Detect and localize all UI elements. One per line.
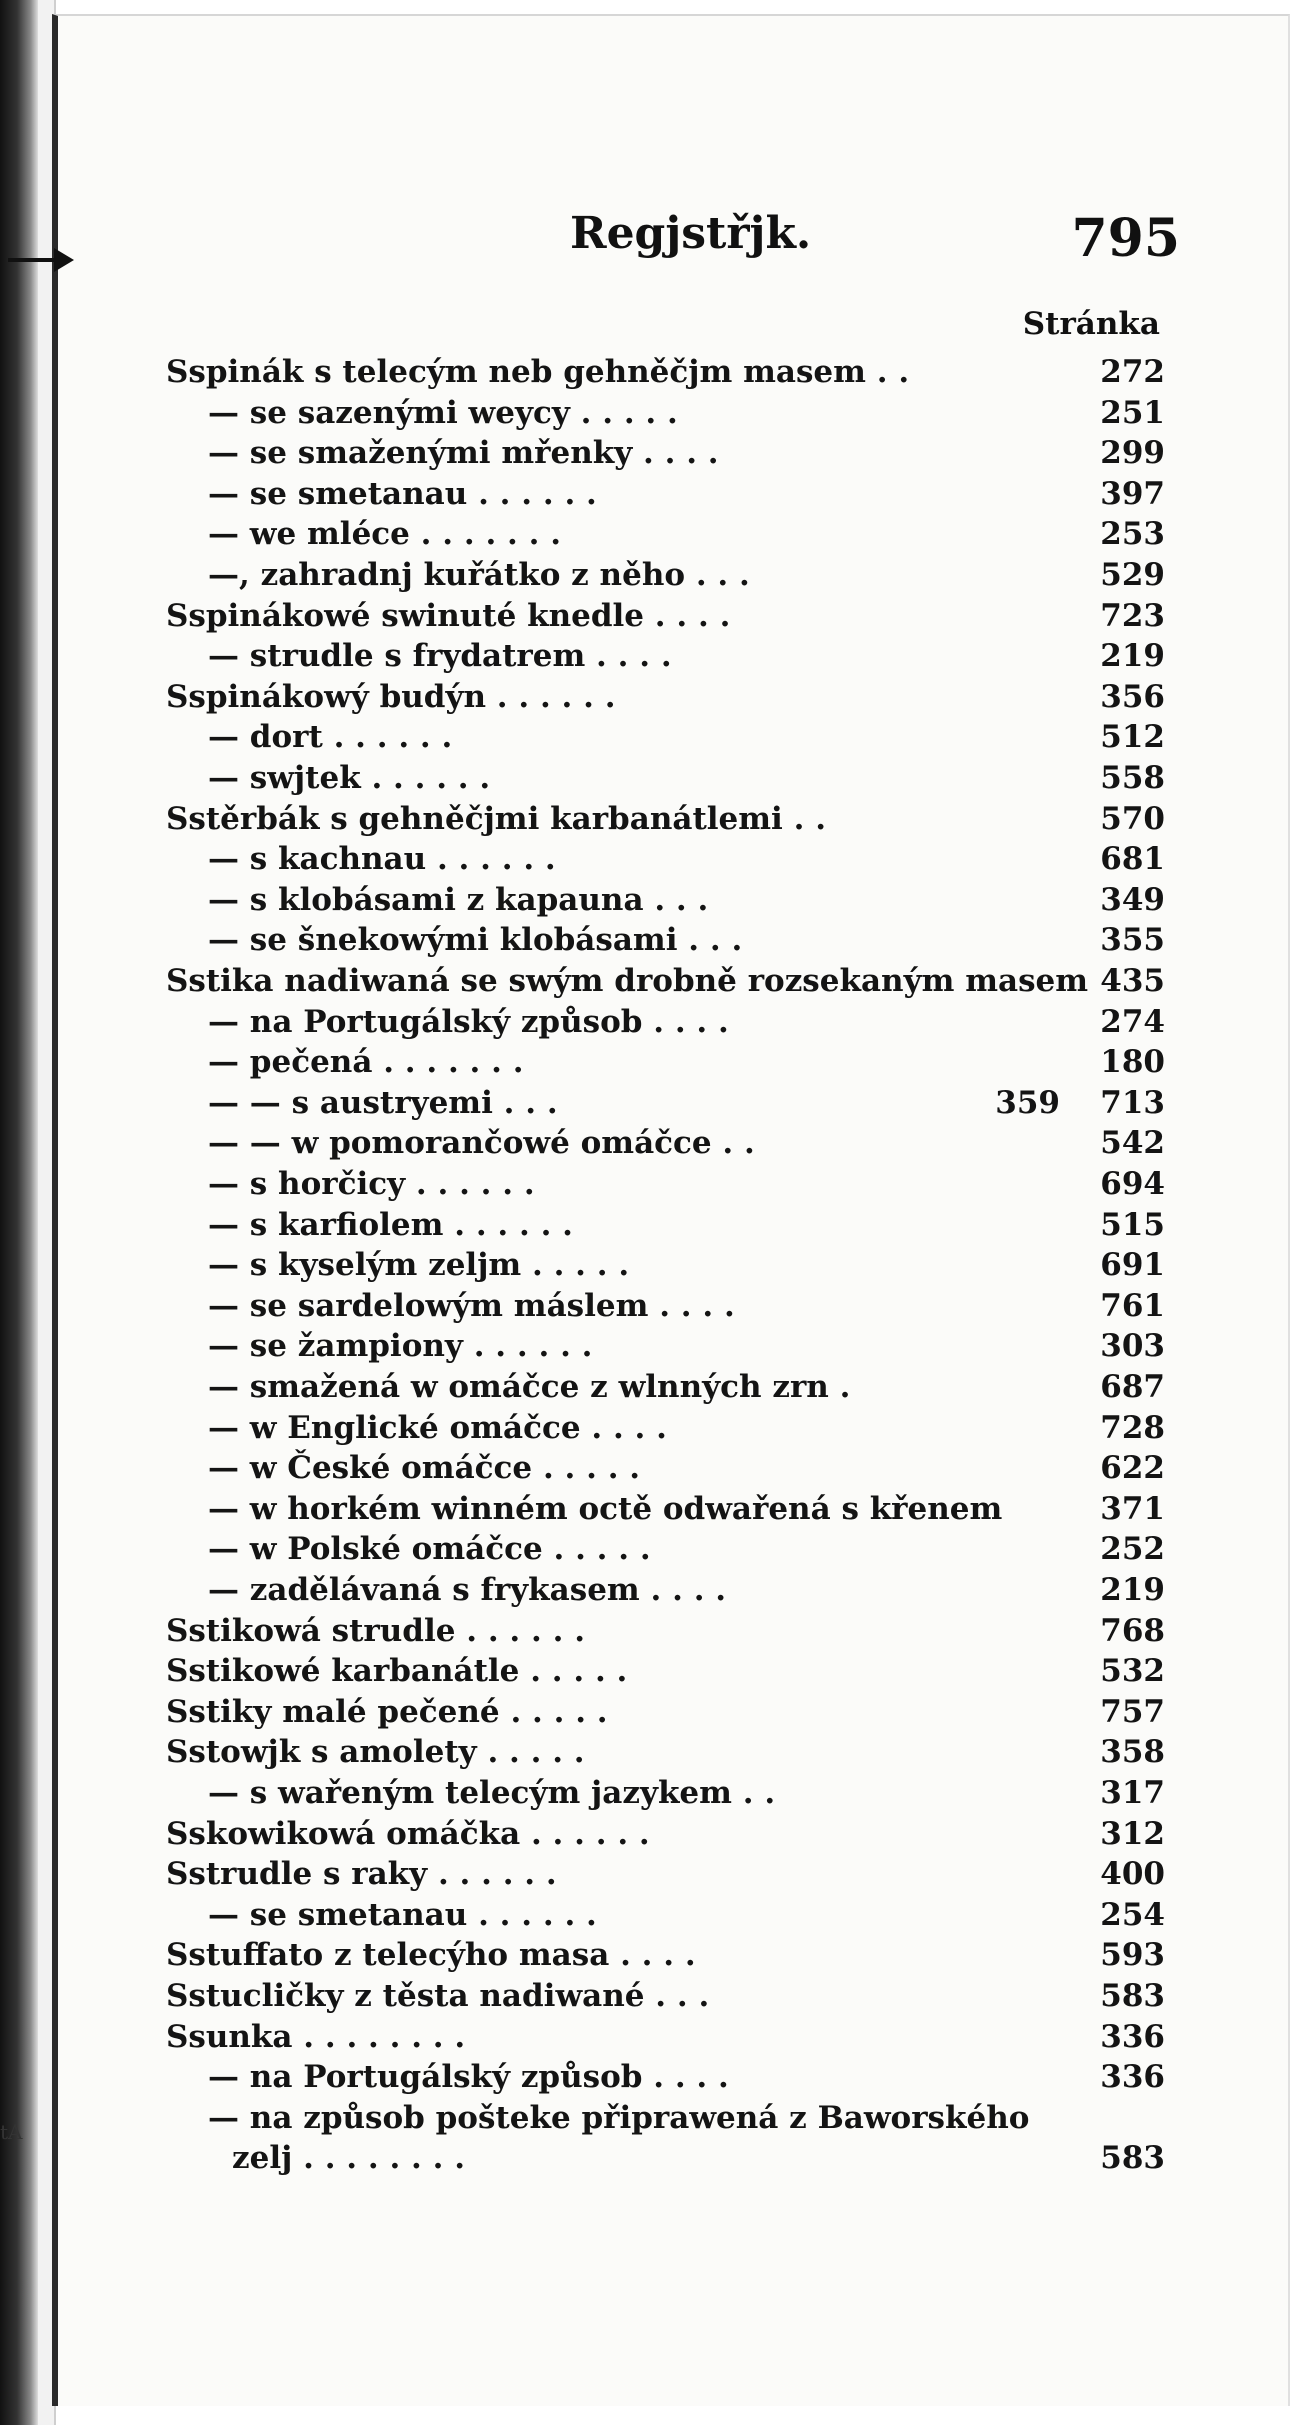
entry-page-number: 356 xyxy=(1100,679,1165,715)
index-entry xyxy=(0,636,1306,676)
index-entry xyxy=(0,1083,1306,1123)
entry-page-number: 400 xyxy=(1100,1856,1165,1892)
entry-label: — dort . . . . . . xyxy=(208,719,453,755)
index-entry xyxy=(0,961,1306,1001)
entry-label: Sstuffato z telecýho masa . . . . xyxy=(166,1937,696,1973)
entry-label: — strudle s frydatrem . . . . xyxy=(208,638,672,674)
entry-page-number: 593 xyxy=(1100,1937,1165,1973)
entry-label: Sspinákowý budýn . . . . . . xyxy=(166,679,616,715)
index-entry xyxy=(0,880,1306,920)
entry-label: — pečená . . . . . . . xyxy=(208,1044,524,1080)
index-entry xyxy=(0,1123,1306,1163)
entry-label: — w Englické omáčce . . . . xyxy=(208,1410,667,1446)
entry-label: Sstiky malé pečené . . . . . xyxy=(166,1694,608,1730)
index-entry xyxy=(0,514,1306,554)
entry-label: — — s austryemi . . . xyxy=(208,1085,558,1121)
entry-label: — s kachnau . . . . . . xyxy=(208,841,556,877)
index-entry xyxy=(0,920,1306,960)
entry-page-number: 254 xyxy=(1100,1897,1165,1933)
index-entry xyxy=(0,2057,1306,2097)
entry-page-number: 349 xyxy=(1100,882,1165,918)
page-title: Regjstřjk. xyxy=(570,208,812,259)
entry-page-number: 570 xyxy=(1100,801,1165,837)
entry-label: — zadělávaná s frykasem . . . . xyxy=(208,1572,727,1608)
entry-label: — smažená w omáčce z wlnných zrn . xyxy=(208,1369,851,1405)
entry-page-number: 515 xyxy=(1100,1207,1165,1243)
index-entry xyxy=(0,1448,1306,1488)
index-entry xyxy=(0,799,1306,839)
entry-label: — se smetanau . . . . . . xyxy=(208,476,597,512)
entry-label: — s karfiolem . . . . . . xyxy=(208,1207,573,1243)
entry-page-number: 435 xyxy=(1100,963,1165,999)
entry-page-number: 768 xyxy=(1100,1613,1165,1649)
entry-page-number: 713 xyxy=(1100,1085,1165,1121)
index-entry xyxy=(0,1651,1306,1691)
entry-label: — se smetanau . . . . . . xyxy=(208,1897,597,1933)
index-entry xyxy=(0,352,1306,392)
entry-label: — w horkém winném octě odwařená s křenem xyxy=(208,1491,1003,1527)
index-entry xyxy=(0,1489,1306,1529)
entry-page-number: 757 xyxy=(1100,1694,1165,1730)
entry-label: — w Polské omáčce . . . . . xyxy=(208,1531,651,1567)
index-entry xyxy=(0,1529,1306,1569)
entry-label: Sskowikowá omáčka . . . . . . xyxy=(166,1816,650,1852)
index-entry xyxy=(0,1286,1306,1326)
index-entry xyxy=(0,1976,1306,2016)
index-entry xyxy=(0,1367,1306,1407)
index-entry xyxy=(0,1245,1306,1285)
entry-page-number: 694 xyxy=(1100,1166,1165,1202)
index-entry xyxy=(0,677,1306,717)
column-heading-page: Stránka xyxy=(1022,306,1160,342)
index-entry xyxy=(0,555,1306,595)
page-number: 795 xyxy=(1071,208,1180,269)
entry-label: Ssunka . . . . . . . . xyxy=(166,2019,466,2055)
index-entry xyxy=(0,1814,1306,1854)
entry-page-number: 371 xyxy=(1100,1491,1165,1527)
entry-label: Sstucličky z těsta nadiwané . . . xyxy=(166,1978,710,2014)
entry-label: Sstěrbák s gehněčjmi karbanátlemi . . xyxy=(166,801,827,837)
entry-label: Sstowjk s amolety . . . . . xyxy=(166,1734,585,1770)
entry-page-number: 299 xyxy=(1100,435,1165,471)
entry-page-number: 529 xyxy=(1100,557,1165,593)
entry-page-number: 687 xyxy=(1100,1369,1165,1405)
entry-page-number: 358 xyxy=(1100,1734,1165,1770)
index-entry xyxy=(0,839,1306,879)
index-entry xyxy=(0,1935,1306,1975)
index-entry xyxy=(0,596,1306,636)
index-entry xyxy=(0,2098,1306,2138)
entry-page-number: 355 xyxy=(1100,922,1165,958)
entry-label: — s wařeným telecým jazykem . . xyxy=(208,1775,776,1811)
index-entry xyxy=(0,474,1306,514)
entry-page-number: 312 xyxy=(1100,1816,1165,1852)
entry-page-number: 274 xyxy=(1100,1004,1165,1040)
entry-label: — swjtek . . . . . . xyxy=(208,760,491,796)
entry-label: — se sardelowým máslem . . . . xyxy=(208,1288,735,1324)
entry-page-number: 219 xyxy=(1100,638,1165,674)
index-entry xyxy=(0,1326,1306,1366)
entry-label: — se smaženými mřenky . . . . xyxy=(208,435,719,471)
entry-page-number: 180 xyxy=(1100,1044,1165,1080)
entry-label: Sstikowá strudle . . . . . . xyxy=(166,1613,585,1649)
entry-page-number: 681 xyxy=(1100,841,1165,877)
entry-label: —, zahradnj kuřátko z něho . . . xyxy=(208,557,750,593)
index-entry xyxy=(0,2017,1306,2057)
entry-label: Sstika nadiwaná se swým drobně rozsekaným masem xyxy=(166,963,1089,999)
entry-label: — se šnekowými klobásami . . . xyxy=(208,922,743,958)
entry-page-number: 558 xyxy=(1100,760,1165,796)
entry-page-number: 253 xyxy=(1100,516,1165,552)
entry-label: Sspinák s telecým neb gehněčjm masem . . xyxy=(166,354,910,390)
entry-page-number: 583 xyxy=(1100,2140,1165,2176)
entry-label: — se žampiony . . . . . . xyxy=(208,1328,593,1364)
margin-marks: tA xyxy=(0,2120,23,2144)
index-entry xyxy=(0,1570,1306,1610)
index-entry xyxy=(0,393,1306,433)
entry-label: — w České omáčce . . . . . xyxy=(208,1450,641,1486)
index-entry xyxy=(0,1205,1306,1245)
entry-page-number: 542 xyxy=(1100,1125,1165,1161)
entry-page-number: 728 xyxy=(1100,1410,1165,1446)
entry-page-number: 359 xyxy=(995,1085,1060,1121)
index-entry xyxy=(0,1854,1306,1894)
entry-page-number: 397 xyxy=(1100,476,1165,512)
entry-label: zelj . . . . . . . . xyxy=(232,2140,465,2176)
entry-label: — na Portugálský způsob . . . . xyxy=(208,1004,729,1040)
index-entry xyxy=(0,1773,1306,1813)
entry-label: — s horčicy . . . . . . xyxy=(208,1166,535,1202)
entry-page-number: 272 xyxy=(1100,354,1165,390)
entry-page-number: 251 xyxy=(1100,395,1165,431)
entry-label: — s kyselým zeljm . . . . . xyxy=(208,1247,630,1283)
entry-label: Sstrudle s raky . . . . . . xyxy=(166,1856,557,1892)
entry-page-number: 761 xyxy=(1100,1288,1165,1324)
entry-page-number: 219 xyxy=(1100,1572,1165,1608)
index-entry xyxy=(0,1164,1306,1204)
index-entry xyxy=(0,1611,1306,1651)
entry-page-number: 532 xyxy=(1100,1653,1165,1689)
index-entry xyxy=(0,1895,1306,1935)
entry-page-number: 723 xyxy=(1100,598,1165,634)
entry-label: — — w pomorančowé omáčce . . xyxy=(208,1125,755,1161)
entry-page-number: 303 xyxy=(1100,1328,1165,1364)
index-entry xyxy=(0,717,1306,757)
entry-label: — we mléce . . . . . . . xyxy=(208,516,561,552)
entry-label: Sspinákowé swinuté knedle . . . . xyxy=(166,598,731,634)
entry-page-number: 336 xyxy=(1100,2059,1165,2095)
entry-label: — s klobásami z kapauna . . . xyxy=(208,882,709,918)
entry-page-number: 622 xyxy=(1100,1450,1165,1486)
index-entry xyxy=(0,1692,1306,1732)
entry-page-number: 252 xyxy=(1100,1531,1165,1567)
index-entry xyxy=(0,2138,1306,2178)
index-entry xyxy=(0,433,1306,473)
entry-page-number: 336 xyxy=(1100,2019,1165,2055)
entry-page-number: 317 xyxy=(1100,1775,1165,1811)
entry-label: — se sazenými weycy . . . . . xyxy=(208,395,678,431)
entry-label: — na Portugálský způsob . . . . xyxy=(208,2059,729,2095)
entry-page-number: 583 xyxy=(1100,1978,1165,2014)
index-entry xyxy=(0,1002,1306,1042)
index-entry xyxy=(0,1732,1306,1772)
index-entry xyxy=(0,758,1306,798)
entry-page-number: 691 xyxy=(1100,1247,1165,1283)
entry-label: — na způsob pošteke připrawená z Baworského xyxy=(208,2100,1030,2136)
entry-label: Sstikowé karbanátle . . . . . xyxy=(166,1653,628,1689)
index-entry xyxy=(0,1042,1306,1082)
entry-page-number: 512 xyxy=(1100,719,1165,755)
index-entry xyxy=(0,1408,1306,1448)
